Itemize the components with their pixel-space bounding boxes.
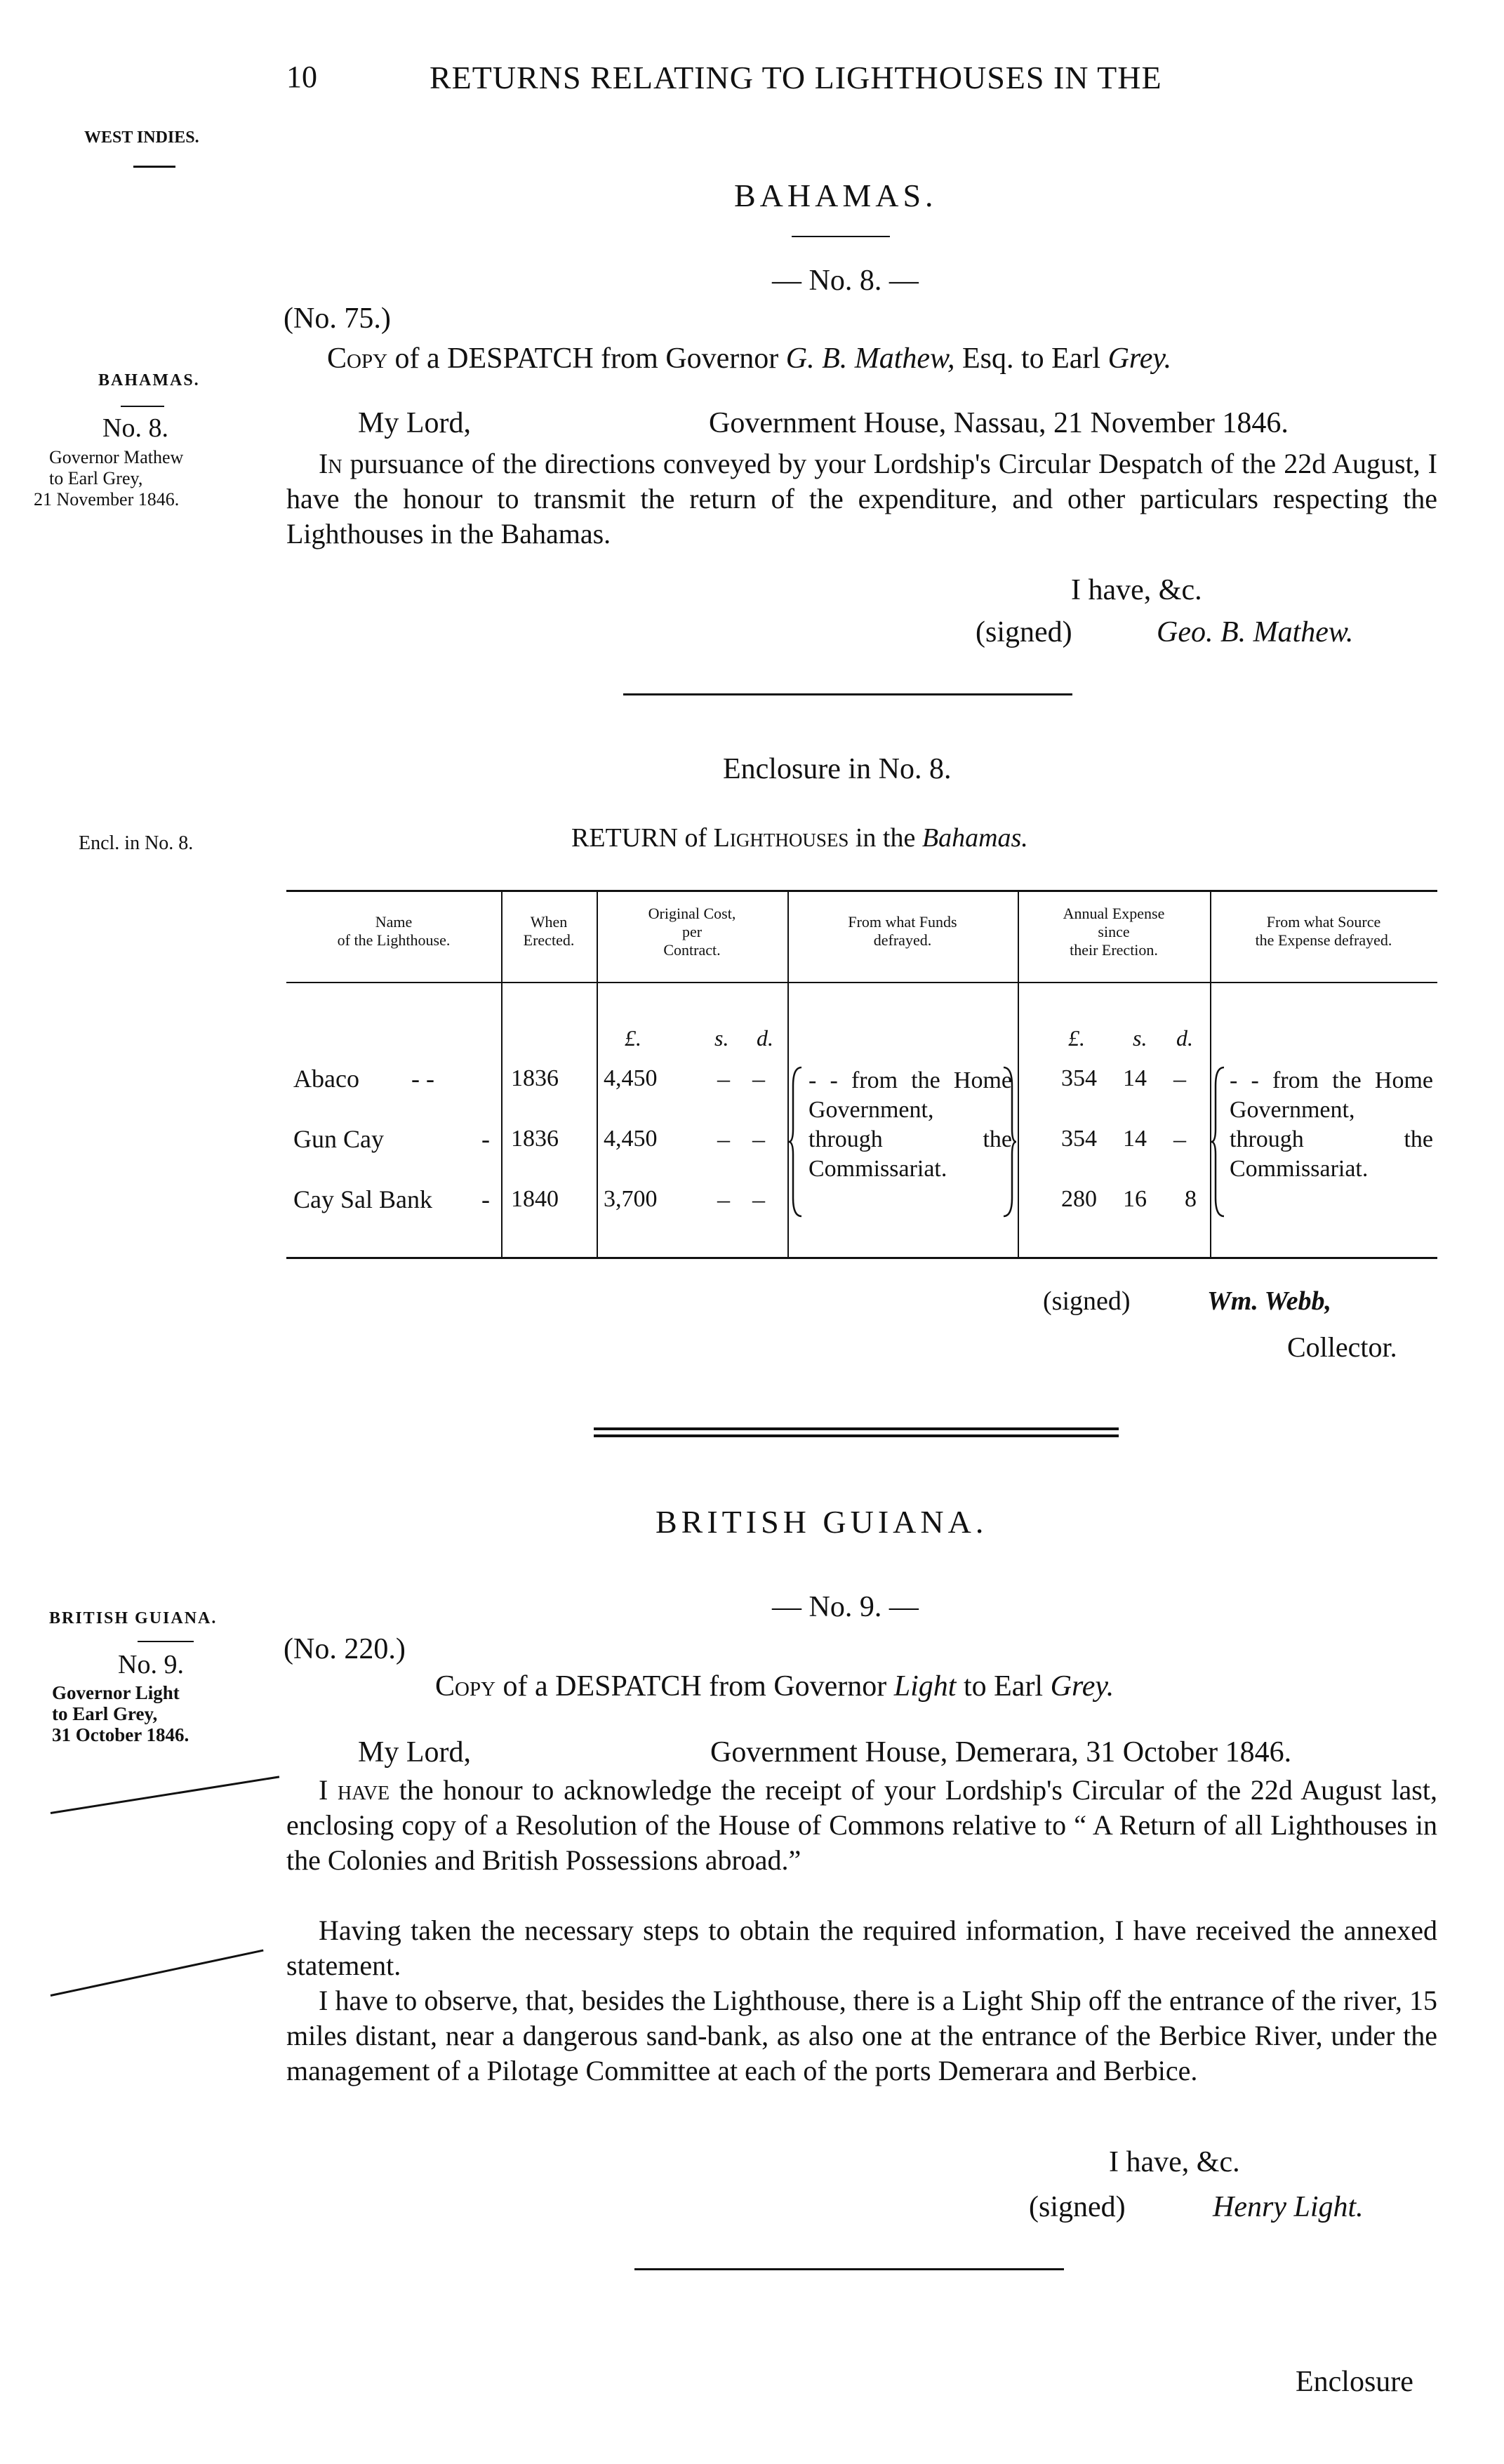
- cost-pence: –: [752, 1065, 765, 1093]
- col-header-source: From what Source the Expense defrayed.: [1255, 913, 1392, 949]
- bahamas-closing: I have, &c.: [1071, 574, 1202, 606]
- leader-dots: -: [481, 1185, 490, 1213]
- guiana-number: — No. 9. —: [772, 1591, 919, 1623]
- copy-label: Copy: [327, 342, 388, 375]
- section-divider: [623, 693, 1072, 695]
- guiana-place-date: Government House, Demerara, 31 October 1846.: [710, 1736, 1292, 1769]
- brace-icon: [1001, 1065, 1016, 1219]
- lighthouse-return-table: [286, 890, 1437, 1259]
- bahamas-copy-line: [327, 341, 1171, 376]
- annual-pounds: 280: [1061, 1186, 1097, 1212]
- cost-pounds: 4,450: [604, 1065, 658, 1091]
- title-text: of: [678, 823, 714, 853]
- margin-guiana-note: Governor Light: [52, 1682, 180, 1703]
- enclosure-signature: Wm. Webb,: [1207, 1286, 1331, 1316]
- margin-guiana-note: 31 October 1846.: [52, 1724, 189, 1745]
- margin-bahamas-note: 21 November 1846.: [34, 489, 180, 510]
- guiana-paragraph-3: I have to observe, that, besides the Lighthouse, there is a Light Ship off the entrance of the river, 15 miles distant, near a dangerous sand-bank, as also one at the entrance of the Berbice River, under the management of a Pilotage Committee at each of the ports Demerara and Berbice.: [286, 1985, 1437, 2086]
- funds-text: - - from the Home Government, through the Commissariat.: [808, 1067, 1012, 1182]
- drop-word: I have: [319, 1774, 390, 1806]
- bahamas-number: — No. 8. —: [772, 265, 919, 297]
- margin-rule: [138, 1641, 194, 1642]
- col-header-cost: Original Cost, per Contract.: [648, 905, 736, 959]
- copy-text: of a DESPATCH from Governor: [495, 1670, 894, 1703]
- margin-region: WEST INDIES.: [84, 128, 199, 147]
- year-erected: 1836: [511, 1126, 559, 1152]
- annual-pence: –: [1173, 1125, 1186, 1153]
- bahamas-salutation: My Lord,: [358, 407, 471, 439]
- leader-dots: -: [481, 1125, 490, 1153]
- brace-icon: [789, 1065, 804, 1219]
- guiana-ref: (No. 220.): [284, 1633, 406, 1665]
- governor-name: Light: [893, 1670, 957, 1703]
- title-text: Lighthouses: [713, 823, 849, 853]
- bahamas-signature: Geo. B. Mathew.: [1157, 616, 1354, 648]
- paragraph-text: pursuance of the directions conveyed by your Lordship's Circular Despatch of the 22d August, I have the honour to transmit the return of the expenditure, and other particulars respecting the Lighthouses in the Bahamas.: [286, 448, 1437, 550]
- unit-pence: d.: [757, 1025, 773, 1051]
- enclosure-title-collector: Collector.: [1287, 1331, 1397, 1363]
- margin-bahamas-note: Governor Mathew: [49, 447, 184, 467]
- cost-shillings: –: [717, 1125, 730, 1153]
- guiana-paragraph-1: [286, 1773, 1437, 1878]
- bahamas-signed: (signed): [976, 616, 1072, 648]
- return-label: RETURN: [571, 823, 678, 853]
- margin-encl-label: Encl. in No. 8.: [79, 832, 194, 854]
- annual-shillings: 16: [1123, 1186, 1147, 1212]
- col-header-annual: Annual Expense since their Erection.: [1063, 905, 1165, 959]
- governor-name: G. B. Mathew,: [785, 342, 955, 375]
- margin-bahamas-label: BAHAMAS.: [98, 371, 200, 389]
- margin-rule: [121, 406, 164, 407]
- margin-pen-stroke: [51, 1950, 264, 1997]
- section-divider-double: [594, 1427, 1119, 1430]
- copy-label: Copy: [435, 1670, 496, 1703]
- guiana-closing: I have, &c.: [1109, 2146, 1240, 2178]
- annual-shillings: 14: [1123, 1065, 1147, 1091]
- running-title: RETURNS RELATING TO LIGHTHOUSES IN THE: [430, 60, 1162, 95]
- annual-pence: 8: [1185, 1186, 1197, 1212]
- col-header-when: When Erected.: [523, 913, 575, 949]
- margin-bahamas-no: No. 8.: [102, 413, 168, 443]
- title-place: Bahamas.: [921, 823, 1028, 853]
- col-header-funds: From what Funds defrayed.: [848, 913, 957, 949]
- unit-pounds: £.: [625, 1025, 641, 1051]
- lighthouse-name: Cay Sal Bank: [293, 1185, 432, 1213]
- title-text: in the: [849, 823, 922, 853]
- cost-pence: –: [752, 1185, 765, 1213]
- brace-icon: [1211, 1065, 1227, 1219]
- drop-word: In: [319, 448, 342, 479]
- margin-guiana-note: to Earl Grey,: [52, 1703, 158, 1724]
- unit-shillings: s.: [714, 1025, 729, 1051]
- enclosure-signed: (signed): [1043, 1286, 1131, 1316]
- margin-guiana-no: No. 9.: [118, 1650, 184, 1679]
- header-rule: [286, 982, 1437, 983]
- section-divider: [634, 2268, 1064, 2270]
- earl-name: Grey.: [1050, 1670, 1114, 1703]
- bahamas-place-date: Government House, Nassau, 21 November 1846.: [709, 407, 1289, 439]
- unit-shillings: s.: [1133, 1025, 1147, 1051]
- unit-pounds: £.: [1068, 1025, 1085, 1051]
- lighthouse-name: Abaco: [293, 1065, 359, 1093]
- year-erected: 1836: [511, 1065, 559, 1091]
- section-rule: [792, 236, 890, 237]
- unit-pence: d.: [1176, 1025, 1193, 1051]
- margin-pen-stroke: [51, 1776, 279, 1814]
- margin-guiana-label: BRITISH GUIANA.: [49, 1609, 218, 1627]
- col-header-name: Name of the Lighthouse.: [337, 913, 451, 949]
- copy-text: to Earl: [956, 1670, 1051, 1703]
- lighthouse-name: Gun Cay: [293, 1125, 384, 1153]
- leader-dots: - -: [411, 1065, 434, 1093]
- copy-text: Esq. to Earl: [954, 342, 1108, 375]
- enclosure-title: [571, 823, 1028, 853]
- section-divider-double: [594, 1434, 1119, 1437]
- guiana-copy-line: [435, 1669, 1114, 1704]
- paragraph-text: the honour to acknowledge the receipt of your Lordship's Circular of the 22d August last, enclosing copy of a Resolution of the House of Commons relative to “ A Return of all Lighthouses in the Colonies and British Possessions abroad.”: [286, 1774, 1437, 1876]
- enclosure-heading: Enclosure in No. 8.: [723, 753, 952, 785]
- bahamas-paragraph: [286, 446, 1437, 552]
- annual-shillings: 14: [1123, 1126, 1147, 1152]
- earl-name: Grey.: [1107, 342, 1172, 375]
- annual-pence: –: [1173, 1065, 1186, 1093]
- cost-pounds: 3,700: [604, 1186, 658, 1212]
- bahamas-ref: (No. 75.): [284, 302, 391, 335]
- annual-pounds: 354: [1061, 1065, 1097, 1091]
- year-erected: 1840: [511, 1186, 559, 1212]
- guiana-salutation: My Lord,: [358, 1736, 471, 1769]
- page-number: 10: [286, 60, 317, 94]
- annual-pounds: 354: [1061, 1126, 1097, 1152]
- guiana-signature: Henry Light.: [1213, 2191, 1364, 2223]
- source-text: - - from the Home Government, through the Commissariat.: [1230, 1067, 1433, 1182]
- copy-text: of a DESPATCH from Governor: [387, 342, 786, 375]
- guiana-paragraph-2: Having taken the necessary steps to obtain the required information, I have received the annexed statement.: [286, 1914, 1437, 1981]
- catchword: Enclosure: [1296, 2366, 1413, 2398]
- cost-pounds: 4,450: [604, 1126, 658, 1152]
- guiana-signed: (signed): [1029, 2191, 1126, 2223]
- bahamas-heading: BAHAMAS.: [734, 178, 938, 213]
- cost-pence: –: [752, 1125, 765, 1153]
- margin-rule: [133, 166, 175, 168]
- guiana-heading: BRITISH GUIANA.: [655, 1504, 988, 1540]
- margin-bahamas-note: to Earl Grey,: [49, 468, 143, 488]
- cost-shillings: –: [717, 1185, 730, 1213]
- cost-shillings: –: [717, 1065, 730, 1093]
